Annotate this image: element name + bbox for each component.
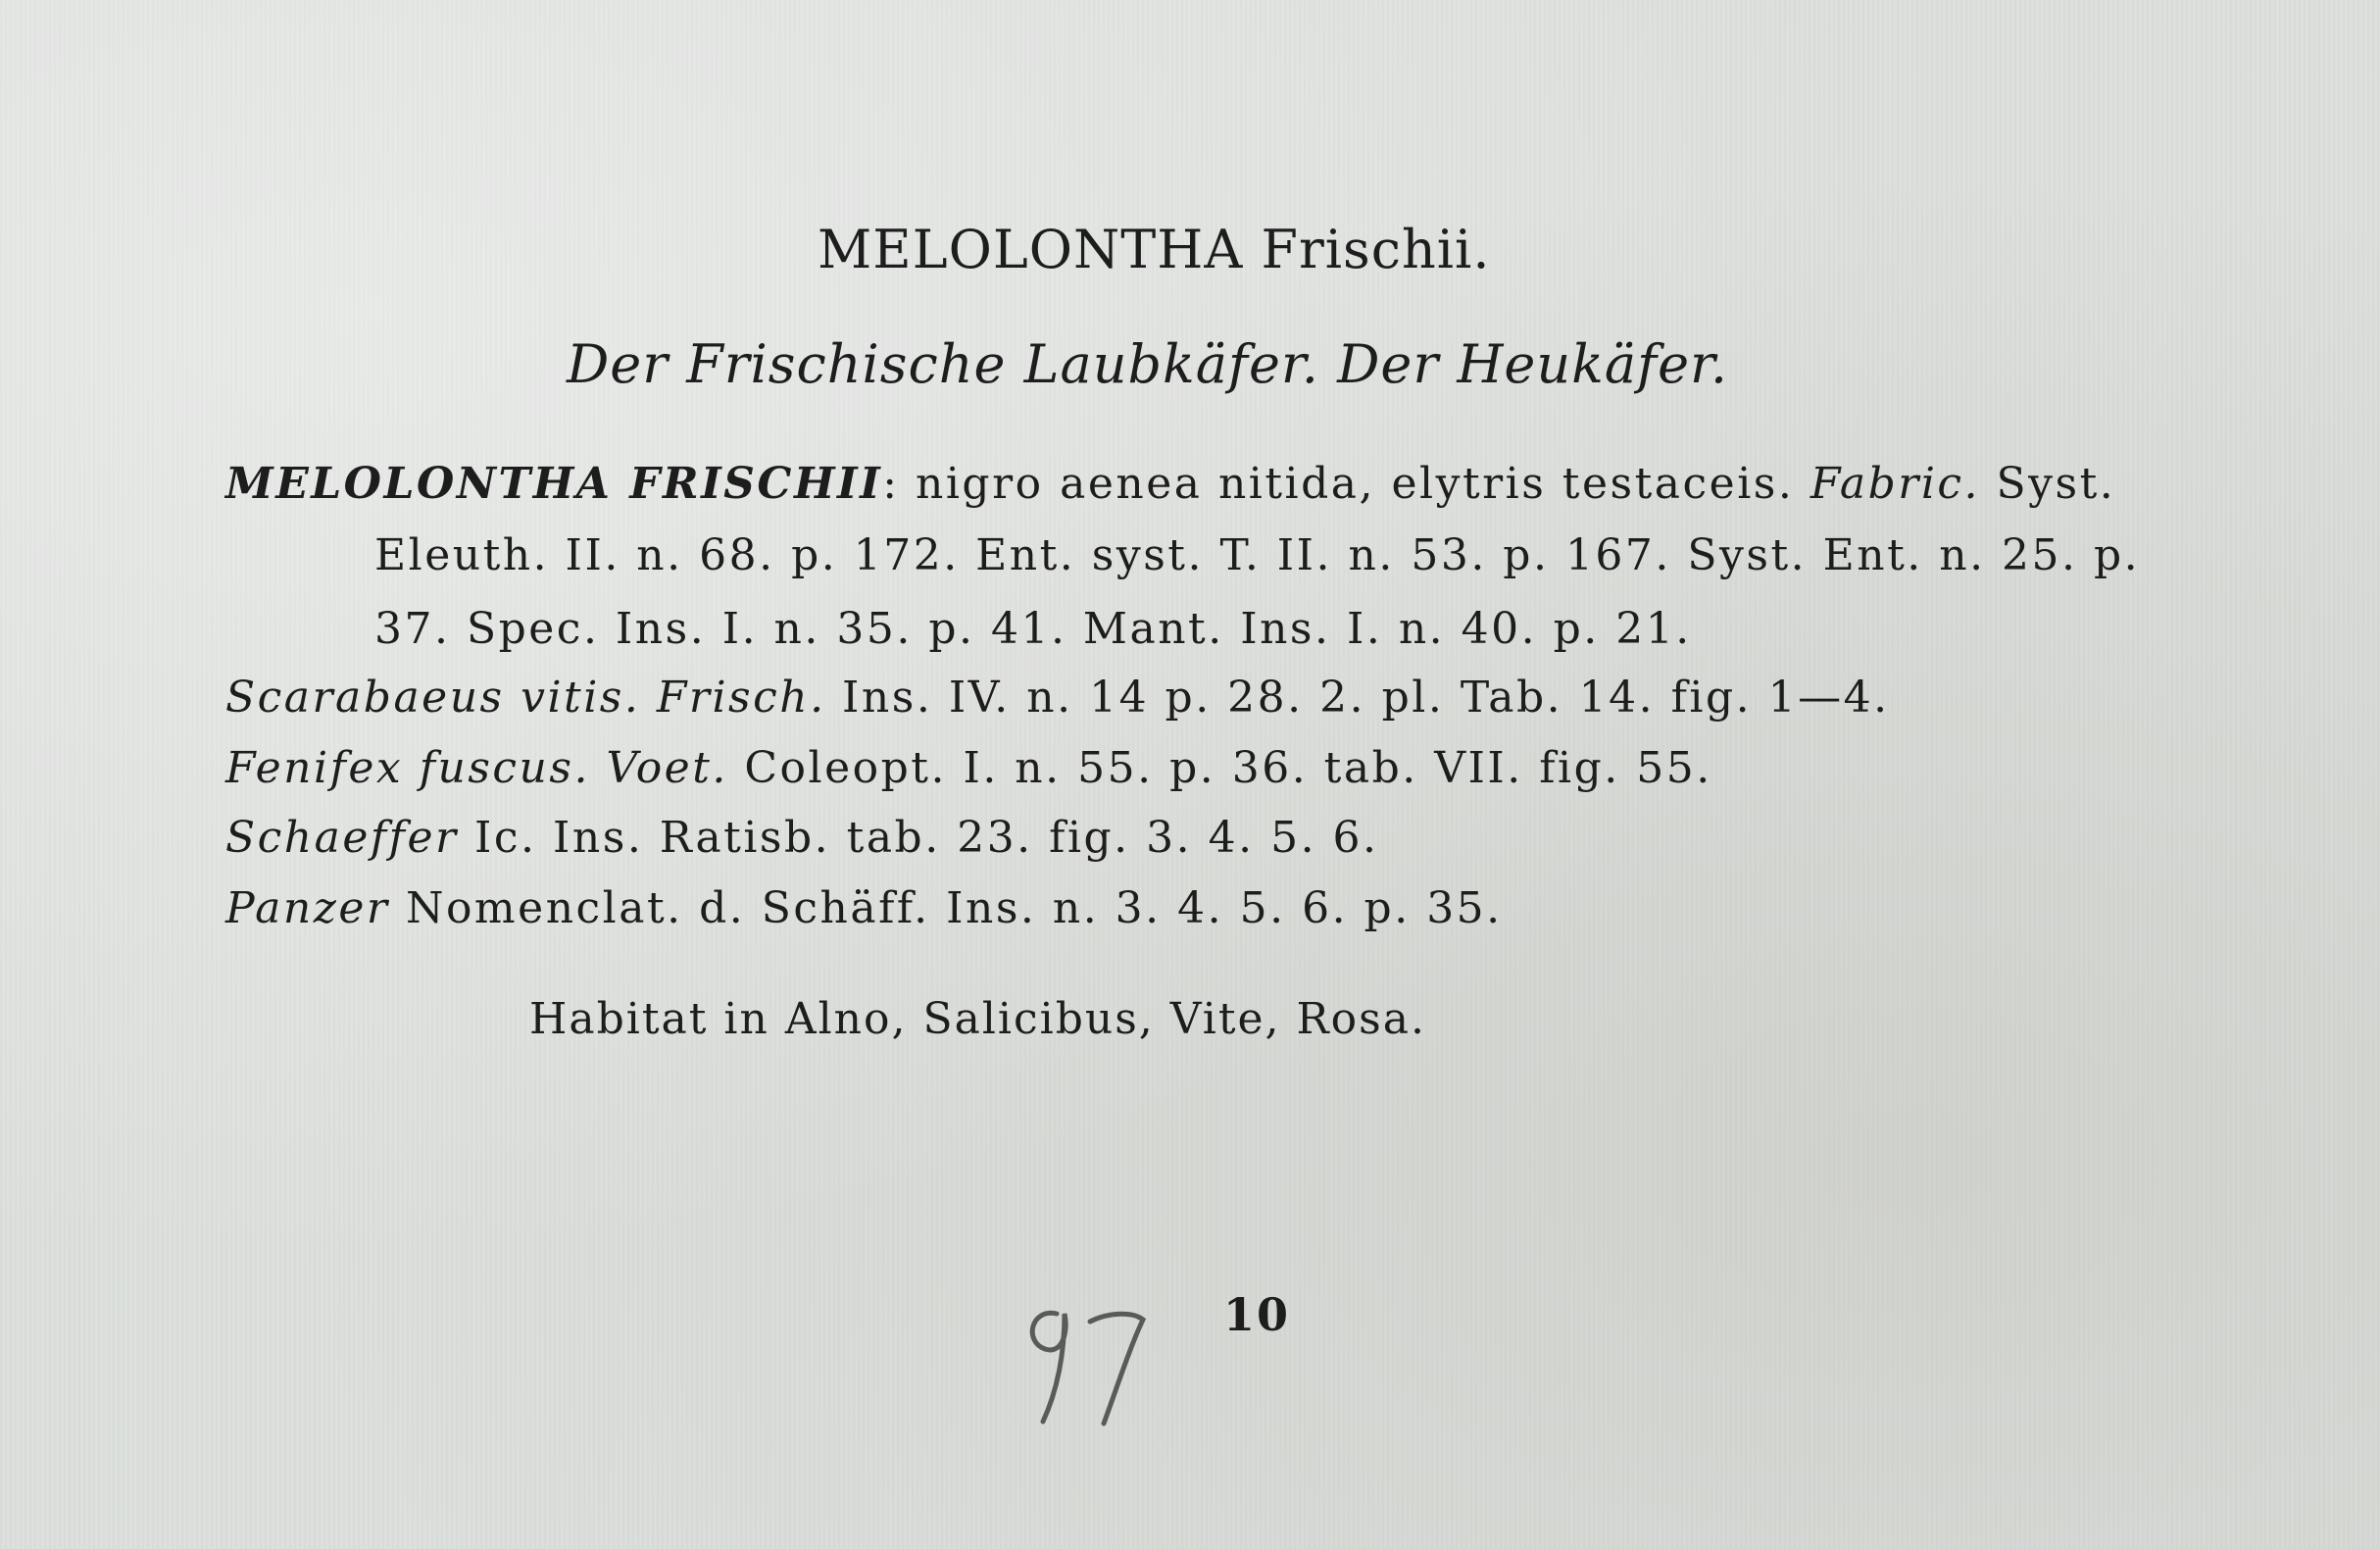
author-fabric: Fabric.	[1810, 459, 1981, 509]
reference-line-2: Eleuth. II. n. 68. p. 172. Ent. syst. T. II. n. 53. p. 167. Syst. Ent. n. 25. p.	[374, 530, 2141, 580]
author-schaeffer: Schaeffer	[225, 813, 459, 863]
reference-start: Syst.	[1980, 459, 2116, 509]
author-voet: Voet.	[606, 743, 728, 793]
synonym-name: Fenifex fuscus.	[225, 743, 590, 793]
reference-text: Coleopt. I. n. 55. p. 36. tab. VII. fig. 55.	[727, 743, 1712, 793]
german-common-names: Der Frischische Laubkäfer. Der Heukäfer.	[567, 333, 1729, 395]
author-frisch: Frisch.	[656, 673, 826, 723]
synonym-entry-frisch	[225, 673, 1890, 723]
reference-text: Ic. Ins. Ratisb. tab. 23. fig. 3. 4. 5. 6.	[458, 813, 1379, 863]
synonym-entry-schaeffer	[225, 813, 1379, 863]
synonym-name: Scarabaeus vitis.	[225, 673, 641, 723]
reference-text: Nomenclat. d. Schäff. Ins. n. 3. 4. 5. 6. p. 35.	[389, 883, 1503, 933]
reference-line-3: 37. Spec. Ins. I. n. 35. p. 41. Mant. Ins. I. n. 40. p. 21.	[374, 604, 1692, 654]
species-name-caps: MELOLONTHA FRISCHII	[225, 459, 883, 509]
reference-text: Ins. IV. n. 14 p. 28. 2. pl. Tab. 14. fig. 1—4.	[825, 673, 1890, 723]
habitat-line: Habitat in Alno, Salicibus, Vite, Rosa.	[529, 994, 1426, 1044]
author-panzer: Panzer	[225, 883, 390, 933]
synonym-entry-fabricius	[225, 459, 2116, 509]
species-title: MELOLONTHA Frischii.	[818, 219, 1491, 280]
pencil-annotation	[1010, 1284, 1176, 1431]
synonym-entry-panzer	[225, 883, 1503, 933]
diagnosis-text: : nigro aenea nitida, elytris testaceis.	[882, 459, 1810, 509]
page-number: 10	[1223, 1288, 1291, 1341]
synonym-entry-voet	[225, 743, 1712, 793]
